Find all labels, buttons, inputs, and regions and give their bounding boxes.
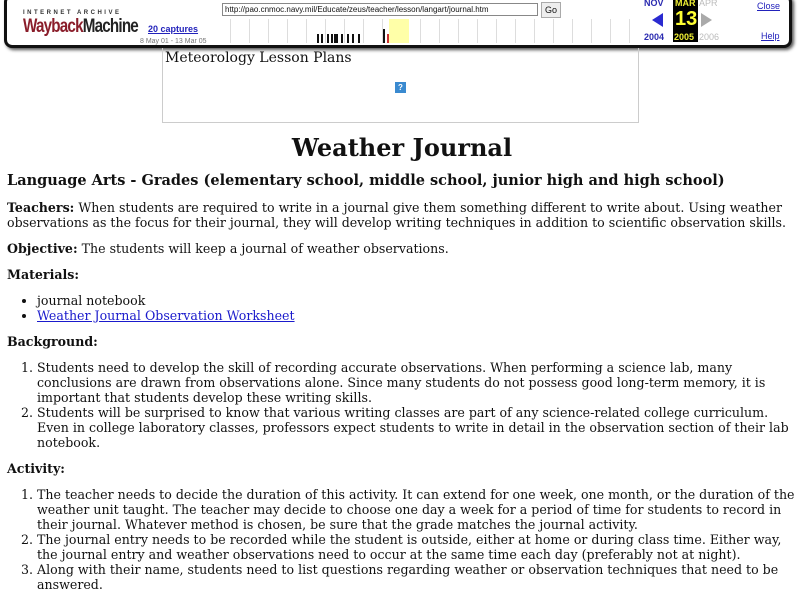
- current-month: MAR: [675, 0, 696, 8]
- objective-label: Objective:: [7, 241, 78, 256]
- background-list: [7, 360, 797, 450]
- materials-list: [7, 293, 797, 323]
- objective-text: The students will keep a journal of weather observations.: [77, 241, 449, 256]
- captures-link[interactable]: 20 captures: [148, 24, 199, 34]
- materials-heading: [7, 267, 797, 282]
- next-month: APR: [699, 0, 718, 8]
- list-item: 2. Students will be surprised to know that various writing classes are part of any science-related college curriculum. Even in college laboratory classes, professors expect students to write in detail in the observation section of their lab notebook.: [37, 405, 797, 450]
- background-label: Background:: [7, 334, 98, 349]
- list-item: 2. The journal entry needs to be recorded while the student is outside, either at home or during class time. Either way, the journal entry and weather observations need to occur at the same time each day (preferably not at night).: [37, 532, 797, 562]
- current-day: 13: [675, 8, 698, 30]
- close-link[interactable]: Close: [757, 1, 781, 11]
- wayback-logo[interactable]: [23, 16, 138, 38]
- content: [7, 133, 797, 603]
- activity-label: Activity:: [7, 461, 65, 476]
- banner: [162, 48, 639, 123]
- banner-title: Meteorology Lesson Plans: [165, 50, 352, 66]
- list-item: 3. Along with their name, students need to list questions regarding weather or observation techniques that need to be answered.: [37, 562, 797, 592]
- list-item: 1. Students need to develop the skill of recording accurate observations. When performing a science lab, many conclusions are drawn from observations alone. Since many students do not possess good long-term memory, it is important that students develop these writing skills.: [37, 360, 797, 405]
- subtitle: Language Arts - Grades (elementary school, middle school, junior high and high school): [7, 172, 725, 189]
- teachers-label: Teachers:: [7, 200, 75, 215]
- capture-sparkline[interactable]: [212, 19, 642, 43]
- page-title: Weather Journal: [291, 133, 513, 162]
- help-link[interactable]: Help: [761, 31, 780, 41]
- url-input[interactable]: http://pao.cnmoc.navy.mil/Educate/zeus/teacher/lesson/langart/journal.htm: [222, 3, 538, 16]
- teachers-paragraph: [7, 200, 797, 230]
- wayback-toolbar: [4, 0, 792, 48]
- next-year: 2006: [699, 32, 720, 42]
- go-button[interactable]: Go: [541, 2, 561, 18]
- list-item: 1. The teacher needs to decide the duration of this activity. It can extend for one week, one month, or the duration of the weather unit taught. The teacher may decide to choose one day a week for a period of time for students to record in their journal. Whatever method is chosen, be sure that the grade matches the journal activity.: [37, 487, 797, 532]
- list-item: • journal notebook: [37, 293, 797, 308]
- materials-label: Materials:: [7, 267, 80, 282]
- objective-paragraph: [7, 241, 797, 256]
- current-year: 2005: [674, 32, 695, 42]
- help-icon[interactable]: ?: [395, 82, 406, 93]
- current-year-highlight: [389, 19, 409, 43]
- activity-list: [7, 487, 797, 592]
- background-heading: [7, 334, 797, 349]
- logo-part: Wayback: [23, 16, 83, 37]
- capture-range: 8 May 01 - 13 Mar 05: [140, 38, 207, 45]
- teachers-text: When students are required to write in a journal give them something different to write about. Using weather observations as the focus for their journal, they will develop writing techniques in addition to scientific observation skills.: [7, 200, 787, 230]
- logo-part: Machine: [82, 16, 138, 37]
- prev-arrow-icon[interactable]: [652, 13, 663, 27]
- list-item: [37, 308, 797, 323]
- logo-caption: INTERNET ARCHIVE: [23, 10, 122, 16]
- prev-month[interactable]: NOV: [644, 0, 664, 8]
- current-date: [673, 0, 698, 42]
- next-arrow-icon: [701, 13, 712, 27]
- worksheet-link[interactable]: Weather Journal Observation Worksheet: [37, 308, 295, 323]
- prev-year[interactable]: 2004: [644, 32, 665, 42]
- activity-heading: [7, 461, 797, 476]
